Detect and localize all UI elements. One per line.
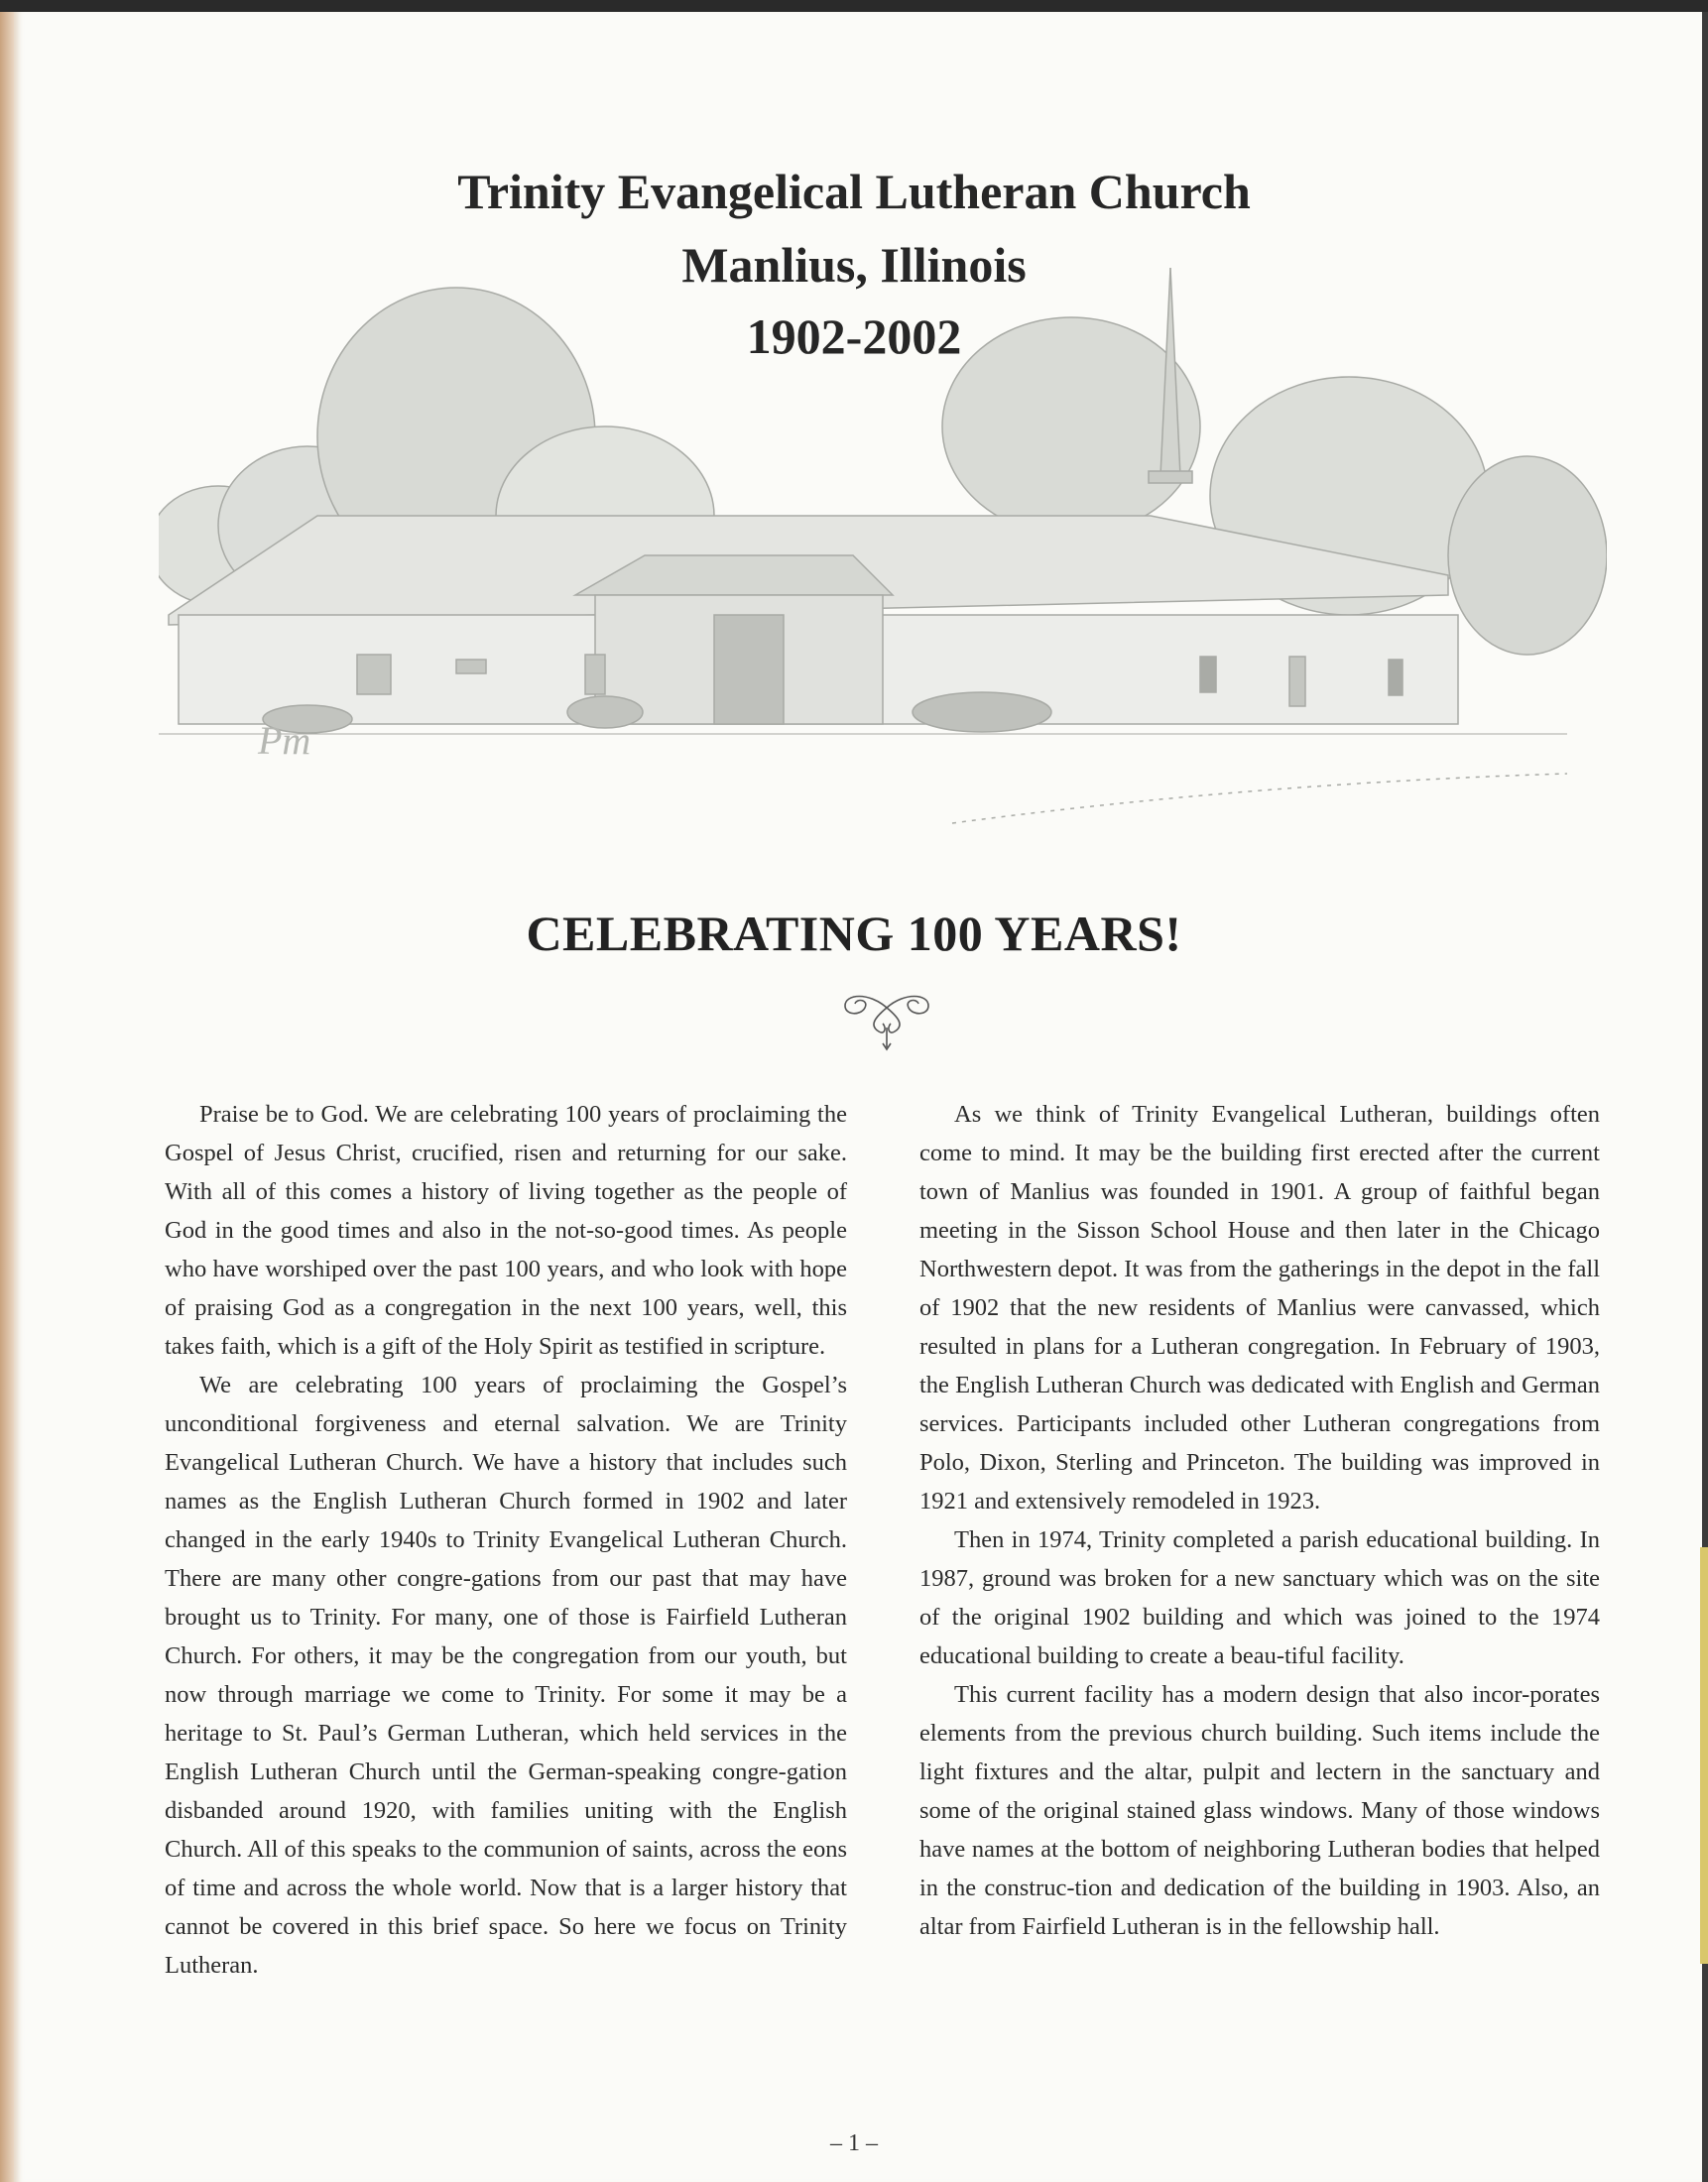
church-years: 1902-2002 (746, 308, 962, 364)
article-left-column (165, 1095, 847, 1985)
paragraph: As we think of Trinity Evangelical Lutheran, buildings often come to mind. It may be the building first erected after the current town of Manlius was founded in 1901. A group of faithful began meeting in the Sisson School House and then later in the Chicago Northwestern depot. It was from the gatherings in the depot in the fall of 1902 that the new residents of Manlius were canvassed, which resulted in plans for a Lutheran congregation. In February of 1903, the English Lutheran Church was dedicated with English and German services. Participants included other Lutheran congregations from Polo, Dixon, Sterling and Princeton. The building was improved in 1921 and extensively remodeled in 1923. (919, 1101, 1600, 1515)
article-right-column (919, 1095, 1600, 1946)
artist-signature: Pm (258, 718, 311, 763)
page-edge-tab (1700, 1547, 1708, 1964)
church-sketch-illustration (159, 268, 1607, 863)
flourish-ornament-icon (839, 988, 934, 1051)
page-number: – 1 – (830, 2130, 878, 2156)
paragraph: Praise be to God. We are celebrating 100 years of proclaiming the Gospel of Jesus Christ, crucified, risen and returning for our sake. With all of this comes a history of living together as the people of God in the good times and also in the not-so-good times. As people who have worshiped over the past 100 years, and who look with hope of praising God as a congregation in the next 100 years, well, this takes faith, which is a gift of the Holy Spirit as testified in scripture. (165, 1101, 847, 1360)
section-heading: CELEBRATING 100 YEARS! (526, 906, 1182, 961)
church-title: Trinity Evangelical Lutheran Church (457, 164, 1251, 219)
paragraph: We are celebrating 100 years of proclaiming the Gospel’s unconditional forgiveness and eternal salvation. We are Trinity Evangelical Lutheran Church. We have a history that includes such names as the English Lutheran Church formed in 1902 and later changed in the early 1940s to Trinity Evangelical Lutheran Church. There are many other congre-gations from our past that may have brought us to Trinity. For many, one of those is Fairfield Lutheran Church. For others, it may be the congregation from our youth, but now through marriage we come to Trinity. For some it may be a heritage to St. Paul’s German Lutheran, which held services in the English Lutheran Church until the German-speaking congre-gation disbanded around 1920, with families uniting with the English Church. All of this speaks to the communion of saints, across the eons of time and across the whole world. Now that is a larger history that cannot be covered in this brief space. So here we focus on Trinity Lutheran. (165, 1372, 847, 1979)
paragraph: Then in 1974, Trinity completed a parish educational building. In 1987, ground was broken for a new sanctuary which was on the site of the original 1902 building and which was joined to the 1974 educational building to create a beau-tiful facility. (919, 1526, 1600, 1669)
paragraph: This current facility has a modern design that also incor-porates elements from the previous church building. Such items include the light fixtures and the altar, pulpit and lectern in the sanctuary and some of the original stained glass windows. Many of those windows have names at the bottom of neighboring Lutheran bodies that helped in the construc-tion and dedication of the building in 1903. Also, an altar from Fairfield Lutheran is in the fellowship hall. (919, 1681, 1600, 1940)
church-location: Manlius, Illinois (681, 237, 1027, 293)
